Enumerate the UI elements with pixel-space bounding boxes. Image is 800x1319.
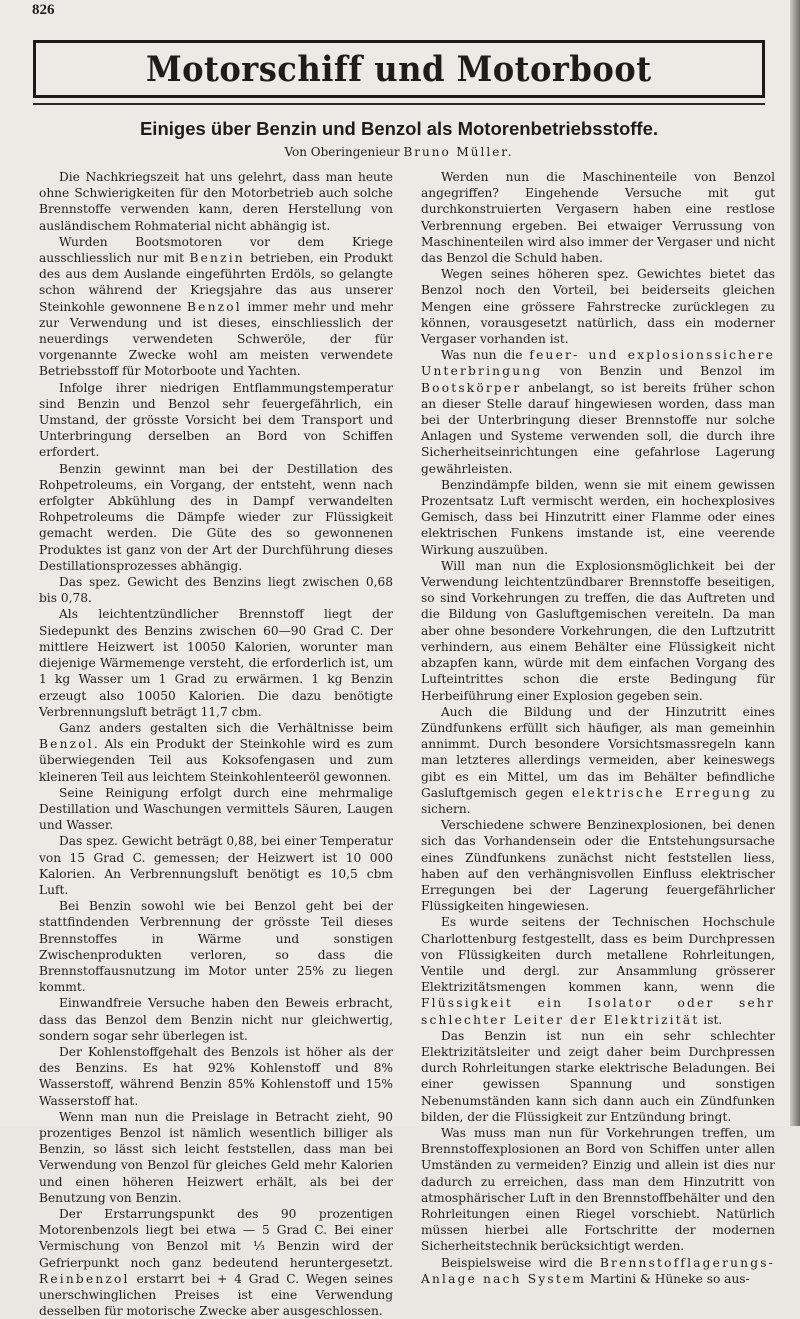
spaced-emphasis: Benzol [187,299,242,314]
paragraph [39,1206,393,1319]
right-column [421,169,775,1287]
spaced-emphasis: Flüssigkeit ein Isolator oder sehr schlechter Leiter der Elektrizität [421,996,775,1027]
paragraph-text: zu sichern. [421,785,775,816]
paragraph-text: immer mehr und mehr zur Verwendung und ist dieses, einschliesslich der neuerdings verwendeten Schweröle, der für vorgenannte Zwecke wohl am meisten verwendete Betriebsstoff für Motorboote und Yachten. [39,299,393,379]
paragraph-text: Infolge ihrer niedrigen Entflammungstemperatur sind Benzin und Benzol sehr feuergefährlich, ein Umstand, der grösste Vorsicht bei dem Transport und Unterbringung derselben an Bord von Schiffen erfordert. [39,380,393,460]
paragraph-text: Martini & Hüneke so aus- [586,1271,750,1286]
section-title: Motorschiff und Motorboot [146,48,652,90]
paragraph [421,347,775,477]
paragraph [421,1028,775,1125]
paragraph-text: Als leichtentzündlicher Brennstoff liegt der Siedepunkt des Benzins zwischen 60—90 Grad C. Der mittlere Heizwert ist 10050 Kalorien, worunter man diejenige Wärmemenge versteht, die erforderlich ist, um 1 kg Wasser um 1 Grad zu erwärmen. 1 kg Benzin erzeugt also 10050 Kalorien. Die dazu benötigte Verbrennungsluft beträgt 11,7 cbm. [39,607,393,719]
paragraph-text: Seine Reinigung erfolgt durch eine mehrmalige Destillation und Waschungen vermittels Säuren, Laugen und Wasser. [39,785,393,833]
paragraph [39,1044,393,1109]
paragraph-text: Benzindämpfe bilden, wenn sie mit einem gewissen Prozentsatz Luft vermischt werden, ein hochexplosives Gemisch, dass bei Hinzutritt einer Flamme oder eines elektrischen Funkens imstande ist, eine veerende Wirkung auszuüben. [421,477,775,557]
paragraph [39,898,393,995]
paragraph [421,477,775,558]
paragraph [39,574,393,606]
paragraph-text: ist. [699,1012,723,1027]
paragraph-text: Verschiedene schwere Benzinexplosionen, bei denen sich das Vorhandensein oder die Entstehungsursache eines Zündfunkens zunächst nicht feststellen liess, haben auf den verhängnisvollen Einfluss elektrischer Erregungen bei der Lagerung feuergefährlicher Flüssigkeiten hingewiesen. [421,818,775,914]
masthead-rule [33,103,765,105]
paragraph-text: von Benzin und Benzol im [542,364,775,379]
paragraph [39,995,393,1044]
paragraph-text: Das spez. Gewicht des Benzins liegt zwischen 0,68 bis 0,78. [39,575,393,606]
spaced-emphasis: Benzol [39,737,94,752]
paragraph-text: Der Erstarrungspunkt des 90 prozentigen Motorenbenzols liegt bei etwa — 5 Grad C. Bei einer Vermischung von Benzol mit ⅓ Benzin wird der Gefrierpunkt noch ganz bedeutend heruntergesetzt. [39,1207,393,1270]
byline [33,145,765,159]
spaced-emphasis: Benzin [189,251,245,266]
spaced-emphasis: Bootskörper [421,380,522,395]
byline-author: Bruno Müller. [403,145,514,159]
paragraph-text: . Als ein Produkt der Steinkohle wird es zum überwiegenden Teil aus Koksofengasen und zum kleineren Teil aus leichtem Steinkohlenteeröl gewonnen. [39,737,393,784]
paragraph [39,720,393,785]
paragraph [39,785,393,834]
paragraph [421,817,775,914]
paragraph [421,1255,775,1287]
paragraph-text: Das Benzin ist nun ein sehr schlechter Elektrizitätsleiter und zeigt daher beim Durchpressen durch Rohrleitungen starke elektrische Beladungen. Bei einer gewissen Spannung und sonstigen Nebenumständen kann sich dann auch ein Zündfunken bilden, der die Flüssigkeit zur Entzündung bringt. [421,1028,775,1124]
spaced-emphasis: Brennstofflagerungs-Anlage nach System [421,1255,775,1286]
page-number: 826 [32,2,55,18]
paragraph-text: Das spez. Gewicht beträgt 0,88, bei einer Temperatur von 15 Grad C. gemessen; der Heizwert ist 10 000 Kalorien. An Verbrennungsluft benötigt es 10,5 cbm Luft. [39,834,393,897]
paragraph [39,169,393,234]
article-title: Einiges über Benzin und Benzol als Motorenbetriebsstoffe. [139,118,659,139]
page-edge-shadow [790,0,800,1126]
paragraph-text: Ganz anders gestalten sich die Verhältnisse beim [59,720,393,735]
paragraph [39,833,393,898]
paragraph-text: Einwandfreie Versuche haben den Beweis erbracht, dass das Benzol dem Benzin nicht nur gleichwertig, sondern sogar sehr überlegen ist. [39,996,393,1043]
paragraph-text: Wurden Bootsmotoren vor dem Kriege ausschliesslich nur mit [39,234,393,266]
paragraph-text: anbelangt, so ist bereits früher schon an dieser Stelle darauf hingewiesen worden, dass man bei der Unterbringung dieser Brennstoffe nur solche Anlagen und Systeme verwenden soll, die durch ihre Sicherheitseinrichtungen eine gefahrlose Lagerung gewährleisten. [421,380,775,476]
paragraph [421,1125,775,1255]
paragraph-text: Bei Benzin sowohl wie bei Benzol geht bei der stattfindenden Verbrennung der grösste Teil dieses Brennstoffes in Wärme und sonstigen Zwischenprodukten verloren, so dass die Brennstoffausnutzung im Motor unter 25% zu liegen kommt. [39,899,393,995]
paragraph-text: Die Nachkriegszeit hat uns gelehrt, dass man heute ohne Schwierigkeiten für den Motorbetrieb auch solche Brennstoffe verwenden kann, deren Herstellung von ausländischem Rohmaterial nicht abhängig ist. [39,170,393,233]
paragraph [39,234,393,380]
paragraph-text: Beispielsweise wird die [441,1255,600,1270]
paragraph [421,914,775,1027]
paragraph-text: Werden nun die Maschinenteile von Benzol angegriffen? Eingehende Versuche mit gut durchkonstruierten Vergasern haben eine restlose Verbrennung ergeben. Bei etwaiger Verrussung von Maschinenteilen wird also immer der Vergaser und nicht das Benzol die Schuld haben. [421,170,775,266]
paragraph [421,169,775,266]
spaced-emphasis: feuer- und explosionssichere Unterbringung [421,348,775,379]
paragraph-text: Was muss man nun für Vorkehrungen treffen, um Brennstoffexplosionen an Bord von Schiffen unter allen Umständen zu vermeiden? Einzig und allein ist dies nur dadurch zu erreichen, dass man dem Hinzutritt von atmosphärischer Luft in den Brennstoffbehälter und den Rohrleitungen einen Riegel vorschiebt. Natürlich müssen hierbei alle Fortschritte der modernen Sicherheitstechnik berücksichtigt werden. [421,1125,775,1254]
spaced-emphasis: elektrische Erregung [571,785,753,800]
paragraph-text: Auch die Bildung und der Hinzutritt eines Zündfunkens erfüllt sich häufiger, als man gemeinhin annimmt. Durch besondere Vorsichtsmassregeln kann man letzteres allerdings vermeiden, aber keineswegs gibt es ein Mittel, um das im Behälter befindliche Gasluftgemisch gegen [421,704,775,800]
paragraph-text: Was nun die [441,348,530,363]
spaced-emphasis: Reinbenzol [39,1271,130,1286]
byline-prefix: Von Oberingenieur [284,145,400,159]
paragraph [39,606,393,719]
left-column [39,169,393,1319]
section-masthead [33,40,765,98]
paragraph [421,266,775,347]
paragraph-text: Wegen seines höheren spez. Gewichtes bietet das Benzol noch den Vorteil, bei beiderseits gleichen Mengen eine grössere Fahrstrecke zurücklegen zu können, vorausgesetzt natürlich, dass ein moderner Vergaser vorhanden ist. [421,267,775,347]
paragraph-text: betrieben, ein Produkt des aus dem Auslande eingeführten Erdöls, so gelangte schon während der Kriegsjahre das aus unserer Steinkohle gewonnene [39,251,393,314]
paragraph-text: Benzin gewinnt man bei der Destillation des Rohpetroleums, ein Vorgang, der entsteht, wenn nach erfolgter Abkühlung des in Dampf verwandelten Rohpetroleums die Dämpfe wieder zur Flüssigkeit gemacht werden. Die Güte des so gewonnenen Produktes ist ganz von der Art der Durchführung dieses Destillationsprozesses abhängig. [39,461,393,573]
paragraph [421,704,775,817]
paragraph-text: erstarrt bei + 4 Grad C. Wegen seines unerschwinglichen Preises ist eine Verwendung desselben für motorische Zwecke aber ausgeschlossen. [39,1271,393,1319]
paragraph [39,380,393,461]
paragraph [39,461,393,574]
paragraph-text: Der Kohlenstoffgehalt des Benzols ist höher als der des Benzins. Es hat 92% Kohlenstoff und 8% Wasserstoff, während Benzin 85% Kohlenstoff und 15% Wasserstoff hat. [39,1044,393,1108]
paragraph-text: Will man nun die Explosionsmöglichkeit bei der Verwendung leichtentzündbarer Brennstoffe beseitigen, so sind Vorkehrungen zu treffen, die das Auftreten und die Bildung von Gasluftgemischen vereiteln. Da man aber ohne besondere Vorkehrungen, die den Luftzutritt verhindern, aus einem Behälter eine Flüssigkeit nicht abzapfen kann, würde mit dem einfachen Vorgang des Lufteintrittes schon die erste Bedingung für Herbeiführung einer Explosion gegeben sein. [421,558,775,703]
paragraph [421,558,775,704]
paragraph-text: Wenn man nun die Preislage in Betracht zieht, 90 prozentiges Benzol ist nämlich wesentlich billiger als Benzin, so lässt sich leicht feststellen, dass man bei Verwendung von Benzol für gleiches Geld mehr Kalorien und einen höheren Heizwert erhält, als bei der Benutzung von Benzin. [39,1109,393,1205]
paragraph-text: Es wurde seitens der Technischen Hochschule Charlottenburg festgestellt, dass es beim Durchpressen von Flüssigkeiten durch metallene Rohrleitungen, Ventile und dergl. zur Ansammlung grösserer Elektrizitätsmengen kommen kann, wenn die [421,915,775,995]
paragraph [39,1109,393,1206]
